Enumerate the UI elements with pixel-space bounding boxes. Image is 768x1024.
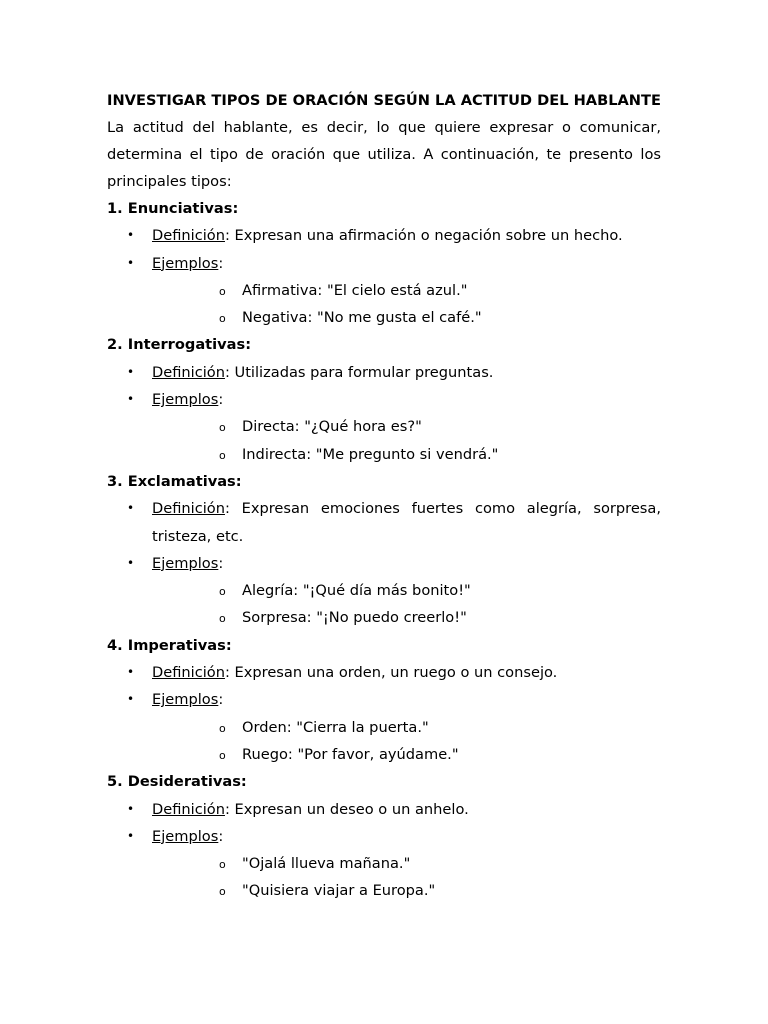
examples-list [152, 577, 661, 632]
definition-term: Definición [152, 227, 225, 245]
section-exclamativas [107, 468, 661, 632]
definition-text: : Expresan una afirmación o negación sobre un hecho. [224, 227, 623, 245]
example-item: o Ruego: "Por favor, ayúdame." [152, 741, 661, 768]
examples-term: Ejemplos [152, 391, 219, 409]
example-item: o "Quisiera viajar a Europa." [152, 877, 661, 904]
example-item: o Negativa: "No me gusta el café." [152, 304, 661, 331]
section-bullets [107, 796, 661, 905]
definition-term: Definición [152, 363, 225, 381]
examples-item [107, 386, 661, 468]
definition-term: Definición [152, 664, 225, 682]
section-bullets [107, 659, 661, 768]
examples-list [152, 850, 661, 905]
examples-colon: : [218, 554, 224, 572]
example-item: o Afirmativa: "El cielo está azul." [152, 277, 661, 304]
definition-term: Definición [152, 500, 225, 518]
section-imperativas [107, 632, 661, 768]
definition-item [107, 359, 661, 386]
definition-item [107, 495, 661, 550]
section-desiderativas [107, 768, 661, 904]
section-bullets [107, 495, 661, 631]
examples-list [152, 413, 661, 468]
examples-colon: : [218, 827, 224, 845]
intro-paragraph: La actitud del hablante, es decir, lo que quiere expresar o comunicar, determina el tipo de oración que utiliza. A continuación, te presento los principales tipos: [107, 119, 661, 190]
definition-item [107, 796, 661, 823]
document-title: INVESTIGAR TIPOS DE ORACIÓN SEGÚN LA ACTITUD DEL HABLANTE [107, 92, 661, 109]
section-interrogativas [107, 331, 661, 467]
examples-colon: : [218, 691, 224, 709]
section-heading: 5. Desiderativas: [107, 773, 247, 791]
examples-term: Ejemplos [152, 254, 219, 272]
section-bullets [107, 222, 661, 331]
example-item: o Orden: "Cierra la puerta." [152, 714, 661, 741]
examples-list [152, 277, 661, 332]
example-item: o Indirecta: "Me pregunto si vendrá." [152, 441, 661, 468]
section-enunciativas [107, 195, 661, 331]
examples-item [107, 823, 661, 905]
definition-text: : Expresan emociones fuertes como alegría, sorpresa, tristeza, etc. [152, 500, 661, 545]
examples-colon: : [218, 254, 224, 272]
example-item: o Directa: "¿Qué hora es?" [152, 413, 661, 440]
document-page [107, 87, 661, 905]
examples-term: Ejemplos [152, 827, 219, 845]
example-item: o Sorpresa: "¡No puedo creerlo!" [152, 604, 661, 631]
examples-term: Ejemplos [152, 691, 219, 709]
examples-item [107, 550, 661, 632]
section-heading: 3. Exclamativas: [107, 472, 242, 490]
definition-item [107, 222, 661, 249]
examples-term: Ejemplos [152, 554, 219, 572]
examples-list [152, 714, 661, 769]
examples-item [107, 686, 661, 768]
definition-text: : Utilizadas para formular preguntas. [224, 363, 494, 381]
section-heading: 2. Interrogativas: [107, 336, 252, 354]
definition-text: : Expresan una orden, un ruego o un consejo. [224, 664, 558, 682]
definition-term: Definición [152, 800, 225, 818]
examples-colon: : [218, 391, 224, 409]
examples-item [107, 250, 661, 332]
example-item: o "Ojalá llueva mañana." [152, 850, 661, 877]
section-bullets [107, 359, 661, 468]
definition-text: : Expresan un deseo o un anhelo. [224, 800, 469, 818]
section-heading: 4. Imperativas: [107, 636, 232, 654]
section-heading: 1. Enunciativas: [107, 200, 239, 217]
example-item: o Alegría: "¡Qué día más bonito!" [152, 577, 661, 604]
definition-item [107, 659, 661, 686]
